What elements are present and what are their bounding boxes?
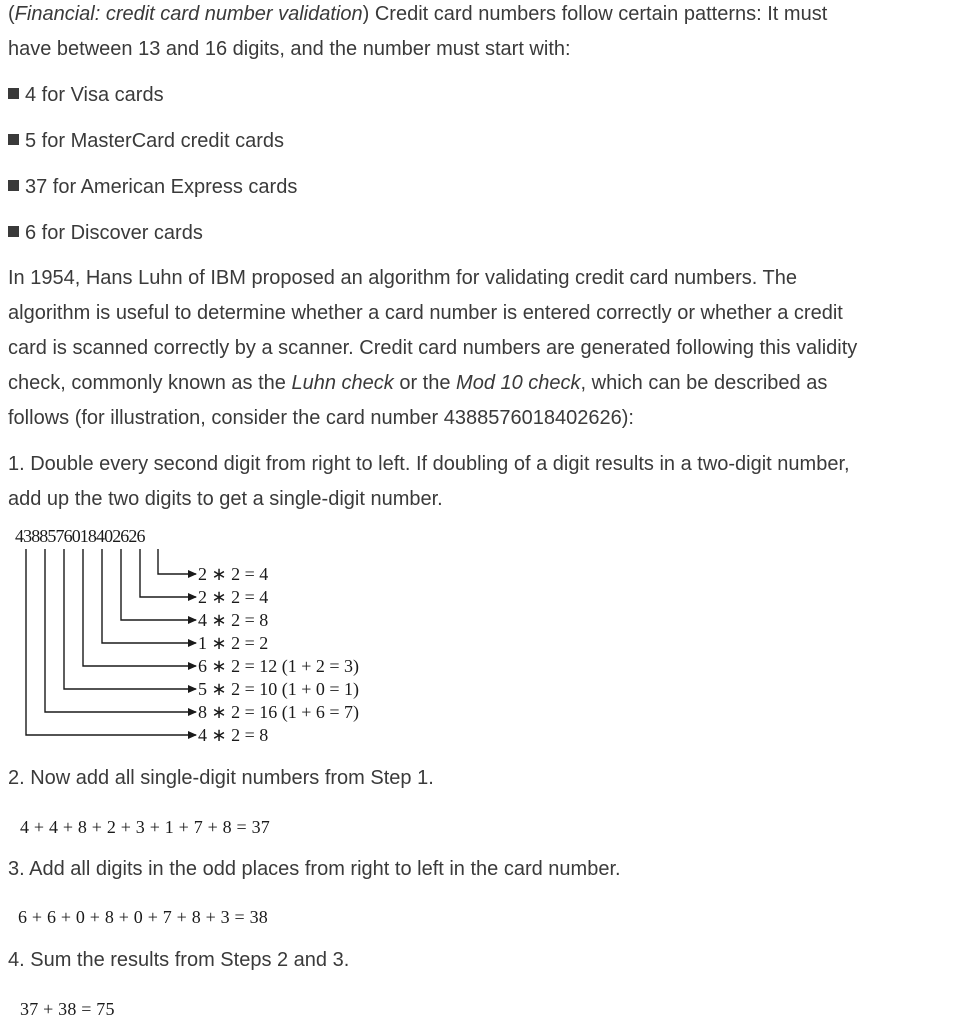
list-item-text: 6 for Discover cards bbox=[25, 222, 203, 244]
luhn-para-text: check, commonly known as the bbox=[8, 372, 292, 394]
step3-formula: 6 + 6 + 0 + 8 + 0 + 7 + 8 + 3 = 38 bbox=[18, 907, 269, 927]
bracket-arrow bbox=[64, 549, 196, 689]
luhn-para-line-1: In 1954, Hans Luhn of IBM proposed an algorithm for validating credit card numbers. The bbox=[8, 267, 797, 289]
mod10-check-term: Mod 10 check bbox=[456, 372, 581, 394]
list-item-text: 37 for American Express cards bbox=[25, 176, 298, 198]
calc-row: 8 ∗ 2 = 16 (1 + 6 = 7) bbox=[198, 702, 360, 722]
list-item bbox=[8, 170, 297, 205]
luhn-para-line-5: follows (for illustration, consider the card number 4388576018402626): bbox=[8, 407, 634, 429]
list-item bbox=[8, 216, 203, 251]
bracket-arrow bbox=[140, 549, 196, 597]
calc-row: 2 ∗ 2 = 4 bbox=[198, 587, 269, 607]
calc-row: 4 ∗ 2 = 8 bbox=[198, 610, 269, 630]
luhn-para-text: or the bbox=[393, 372, 457, 394]
calc-row: 6 ∗ 2 = 12 (1 + 2 = 3) bbox=[198, 656, 360, 676]
step2-text: 2. Now add all single-digit numbers from Step 1. bbox=[8, 767, 434, 789]
calc-row: 5 ∗ 2 = 10 (1 + 0 = 1) bbox=[198, 679, 360, 699]
bullet-square-icon bbox=[8, 180, 19, 191]
bullet-square-icon bbox=[8, 134, 19, 145]
bracket-arrow bbox=[102, 549, 196, 643]
calc-row: 2 ∗ 2 = 4 bbox=[198, 564, 269, 584]
bullet-square-icon bbox=[8, 226, 19, 237]
card-number: 4388576018402626 bbox=[15, 526, 145, 546]
step1-line-1: 1. Double every second digit from right to left. If doubling of a digit results in a two-digit number, bbox=[8, 453, 850, 475]
bullet-square-icon bbox=[8, 88, 19, 99]
list-item bbox=[8, 78, 164, 113]
intro-line-1: (Financial: credit card number validation) Credit card numbers follow certain patterns: It must bbox=[8, 3, 828, 25]
step4-formula: 37 + 38 = 75 bbox=[20, 999, 115, 1019]
calc-row: 1 ∗ 2 = 2 bbox=[198, 633, 269, 653]
intro-line-2: have between 13 and 16 digits, and the number must start with: bbox=[8, 38, 571, 60]
list-item bbox=[8, 124, 284, 159]
step1-line-2: add up the two digits to get a single-digit number. bbox=[8, 488, 443, 510]
luhn-para-text: , which can be described as bbox=[580, 372, 828, 394]
step3-text: 3. Add all digits in the odd places from right to left in the card number. bbox=[8, 858, 621, 880]
intro-title: Financial: credit card number validation bbox=[14, 3, 363, 25]
list-item-text: 4 for Visa cards bbox=[25, 84, 164, 106]
luhn-para-line-3: card is scanned correctly by a scanner. Credit card numbers are generated following this validity bbox=[8, 337, 858, 359]
bracket-arrow bbox=[158, 549, 196, 574]
luhn-para-line-4 bbox=[8, 366, 827, 401]
calc-row: 4 ∗ 2 = 8 bbox=[198, 725, 269, 745]
list-item-text: 5 for MasterCard credit cards bbox=[25, 130, 284, 152]
intro-line-1-text: ) Credit card numbers follow certain patterns: It must bbox=[362, 3, 828, 25]
doubling-diagram bbox=[8, 523, 388, 748]
step4-text: 4. Sum the results from Steps 2 and 3. bbox=[8, 949, 350, 971]
luhn-para-line-2: algorithm is useful to determine whether a card number is entered correctly or whether a credit bbox=[8, 302, 843, 324]
bracket-arrow bbox=[26, 549, 196, 735]
step2-formula: 4 + 4 + 8 + 2 + 3 + 1 + 7 + 8 = 37 bbox=[20, 817, 271, 837]
luhn-check-term: Luhn check bbox=[291, 372, 394, 394]
